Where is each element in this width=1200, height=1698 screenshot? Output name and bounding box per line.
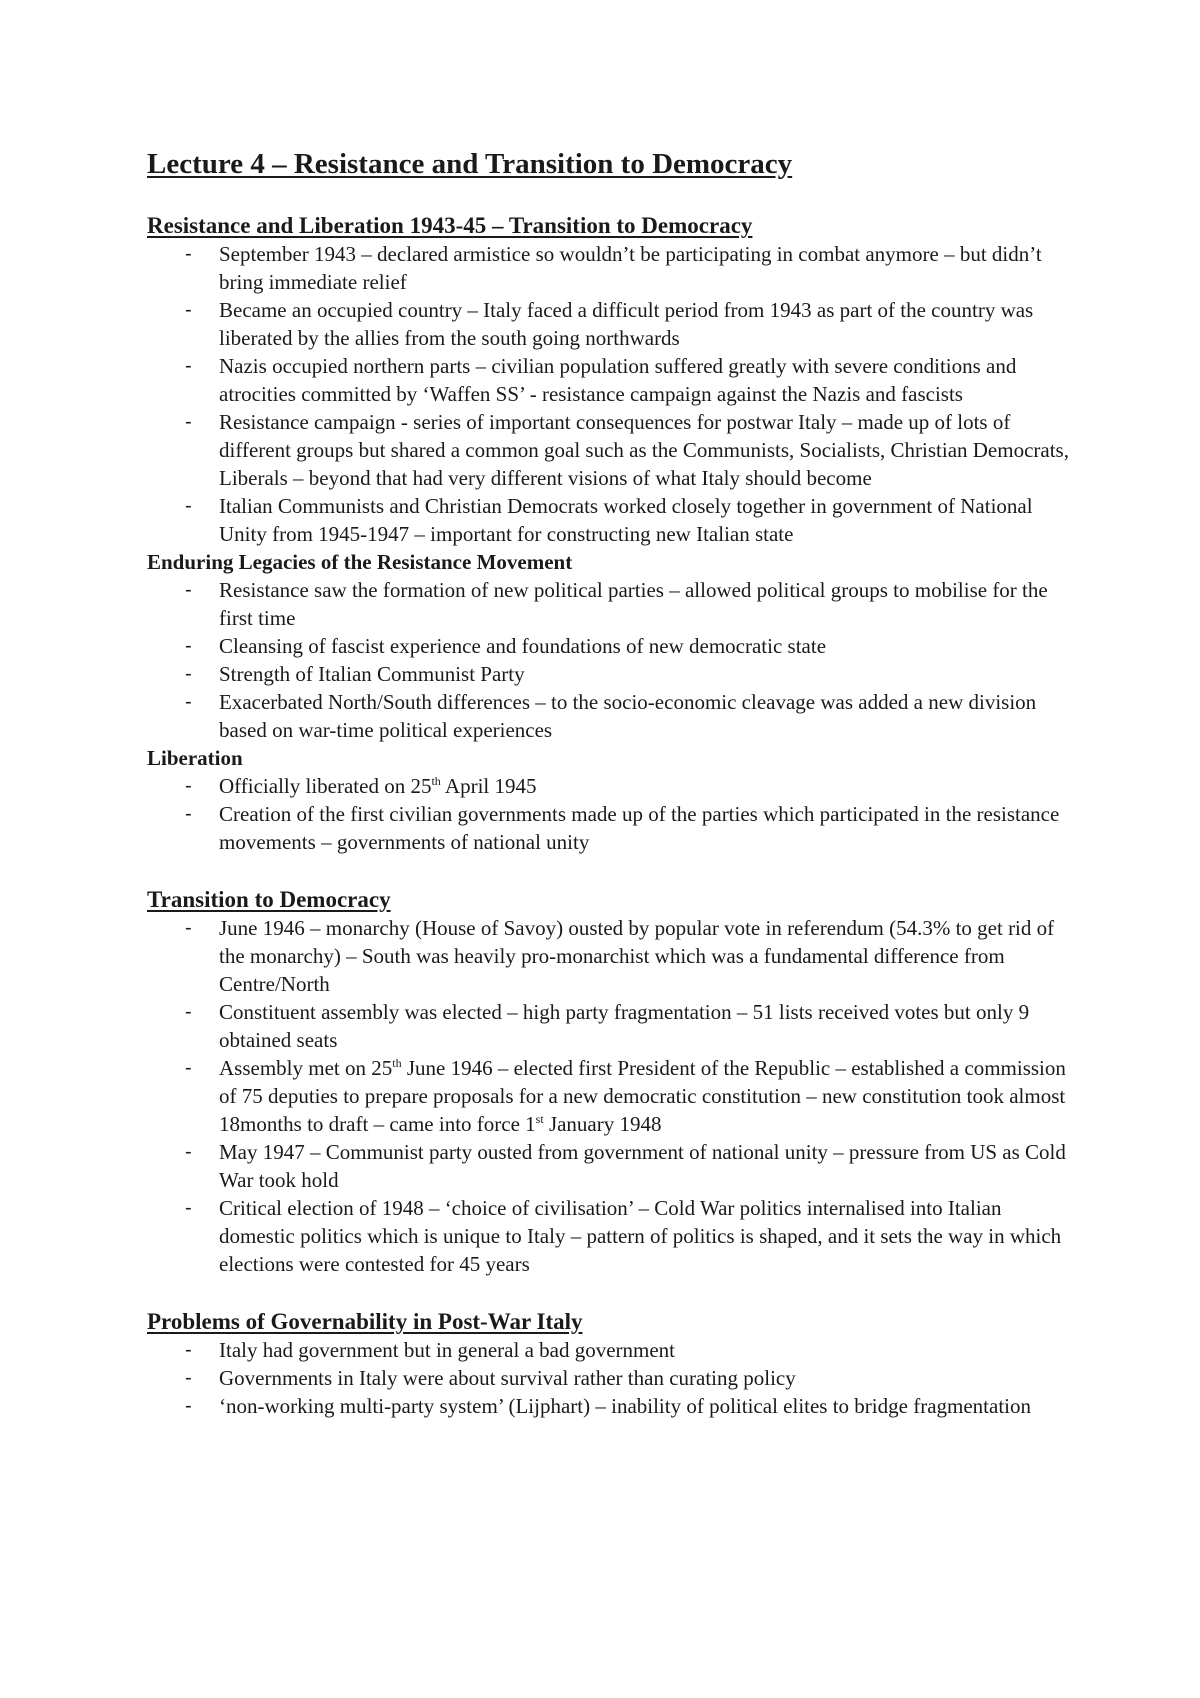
sub-heading-liberation: Liberation xyxy=(147,746,243,770)
list-item-text: Italy had government but in general a bad government xyxy=(219,1338,676,1362)
list-item xyxy=(147,772,1077,800)
list-item-text: Constituent assembly was elected – high party fragmentation – 51 lists received votes but only 9 obtained seats xyxy=(219,1000,1030,1052)
list-item xyxy=(147,1194,1077,1278)
dash-bullet: - xyxy=(185,355,192,377)
list-item-text: Cleansing of fascist experience and foundations of new democratic state xyxy=(219,634,827,658)
ordinal-superscript: th xyxy=(392,1056,402,1070)
list-item xyxy=(147,800,1077,856)
governability-list xyxy=(147,1336,1077,1420)
transition-list xyxy=(147,914,1077,1278)
ordinal-superscript: st xyxy=(535,1112,544,1126)
dash-bullet: - xyxy=(185,1001,192,1023)
list-item xyxy=(147,998,1077,1054)
dash-bullet: - xyxy=(185,495,192,517)
dash-bullet: - xyxy=(185,579,192,601)
section-heading-transition: Transition to Democracy xyxy=(147,887,391,912)
list-item xyxy=(147,660,1077,688)
list-item xyxy=(147,1138,1077,1194)
list-item-text: ‘non-working multi-party system’ (Lijphart) – inability of political elites to bridge fragmentation xyxy=(219,1394,1031,1418)
page-title: Lecture 4 – Resistance and Transition to Democracy xyxy=(147,148,793,180)
dash-bullet: - xyxy=(185,411,192,433)
list-item xyxy=(147,352,1077,408)
dash-bullet: - xyxy=(185,1367,192,1389)
text-part: Assembly met on 25 xyxy=(219,1056,393,1080)
sub-heading-legacies: Enduring Legacies of the Resistance Movement xyxy=(147,550,573,574)
list-item-text: Critical election of 1948 – ‘choice of civilisation’ – Cold War politics internalised into Italian domestic politics which is unique to Italy – pattern of politics is shaped, and it sets the way in which elections were contested for 45 years xyxy=(219,1196,1062,1276)
list-item-text: Creation of the first civilian governments made up of the parties which participated in the resistance movements – governments of national unity xyxy=(219,802,1060,854)
dash-bullet: - xyxy=(185,1057,192,1079)
list-item xyxy=(147,1364,1077,1392)
list-item xyxy=(147,1392,1077,1420)
list-item-text: Italian Communists and Christian Democrats worked closely together in government of National Unity from 1945-1947 – important for constructing new Italian state xyxy=(219,494,1033,546)
section-heading-governability: Problems of Governability in Post-War Italy xyxy=(147,1309,583,1334)
dash-bullet: - xyxy=(185,663,192,685)
section-heading-resistance: Resistance and Liberation 1943-45 – Transition to Democracy xyxy=(147,213,753,238)
text-part: January 1948 xyxy=(543,1112,662,1136)
list-item xyxy=(147,632,1077,660)
list-item xyxy=(147,1336,1077,1364)
legacies-list xyxy=(147,576,1077,744)
list-item-text xyxy=(219,1056,1066,1136)
text-part: April 1945 xyxy=(440,774,537,798)
list-item-text: Nazis occupied northern parts – civilian population suffered greatly with severe conditions and atrocities committed by ‘Waffen SS’ - resistance campaign against the Nazis and fascists xyxy=(219,354,1017,406)
dash-bullet: - xyxy=(185,775,192,797)
list-item xyxy=(147,914,1077,998)
list-item-text: May 1947 – Communist party ousted from government of national unity – pressure from US as Cold War took hold xyxy=(219,1140,1066,1192)
list-item xyxy=(147,492,1077,548)
spacer xyxy=(147,856,1077,886)
dash-bullet: - xyxy=(185,691,192,713)
dash-bullet: - xyxy=(185,803,192,825)
dash-bullet: - xyxy=(185,917,192,939)
ordinal-superscript: th xyxy=(431,774,441,788)
list-item xyxy=(147,576,1077,632)
list-item-text: Governments in Italy were about survival rather than curating policy xyxy=(219,1366,796,1390)
dash-bullet: - xyxy=(185,1395,192,1417)
text-part: June 1946 – elected first President of the Republic – established a commission of 75 deputies to prepare proposals for a new democratic constitution – new constitution took almost 18months to draft – came into force 1 xyxy=(219,1056,1066,1136)
list-item-text: Resistance saw the formation of new political parties – allowed political groups to mobilise for the first time xyxy=(219,578,1048,630)
text-part: Officially liberated on 25 xyxy=(219,774,432,798)
dash-bullet: - xyxy=(185,1141,192,1163)
list-item-text xyxy=(219,774,536,798)
resistance-list xyxy=(147,240,1077,548)
list-item xyxy=(147,240,1077,296)
dash-bullet: - xyxy=(185,635,192,657)
list-item-text: Strength of Italian Communist Party xyxy=(219,662,525,686)
liberation-list xyxy=(147,772,1077,856)
list-item-text: Resistance campaign - series of important consequences for postwar Italy – made up of lots of different groups but shared a common goal such as the Communists, Socialists, Christian Democrats, Liberals – beyond that had very different visions of what Italy should become xyxy=(219,410,1069,490)
list-item-text: June 1946 – monarchy (House of Savoy) ousted by popular vote in referendum (54.3% to get rid of the monarchy) – South was heavily pro-monarchist which was a fundamental difference from Centre/North xyxy=(219,916,1055,996)
list-item xyxy=(147,408,1077,492)
dash-bullet: - xyxy=(185,1197,192,1219)
document-page xyxy=(147,146,1077,1420)
spacer xyxy=(147,1278,1077,1308)
list-item-text: Became an occupied country – Italy faced a difficult period from 1943 as part of the country was liberated by the allies from the south going northwards xyxy=(219,298,1034,350)
list-item xyxy=(147,688,1077,744)
list-item-text: September 1943 – declared armistice so wouldn’t be participating in combat anymore – but didn’t bring immediate relief xyxy=(219,242,1042,294)
list-item xyxy=(147,1054,1077,1138)
dash-bullet: - xyxy=(185,299,192,321)
dash-bullet: - xyxy=(185,1339,192,1361)
dash-bullet: - xyxy=(185,243,192,265)
list-item xyxy=(147,296,1077,352)
list-item-text: Exacerbated North/South differences – to the socio-economic cleavage was added a new division based on war-time political experiences xyxy=(219,690,1037,742)
